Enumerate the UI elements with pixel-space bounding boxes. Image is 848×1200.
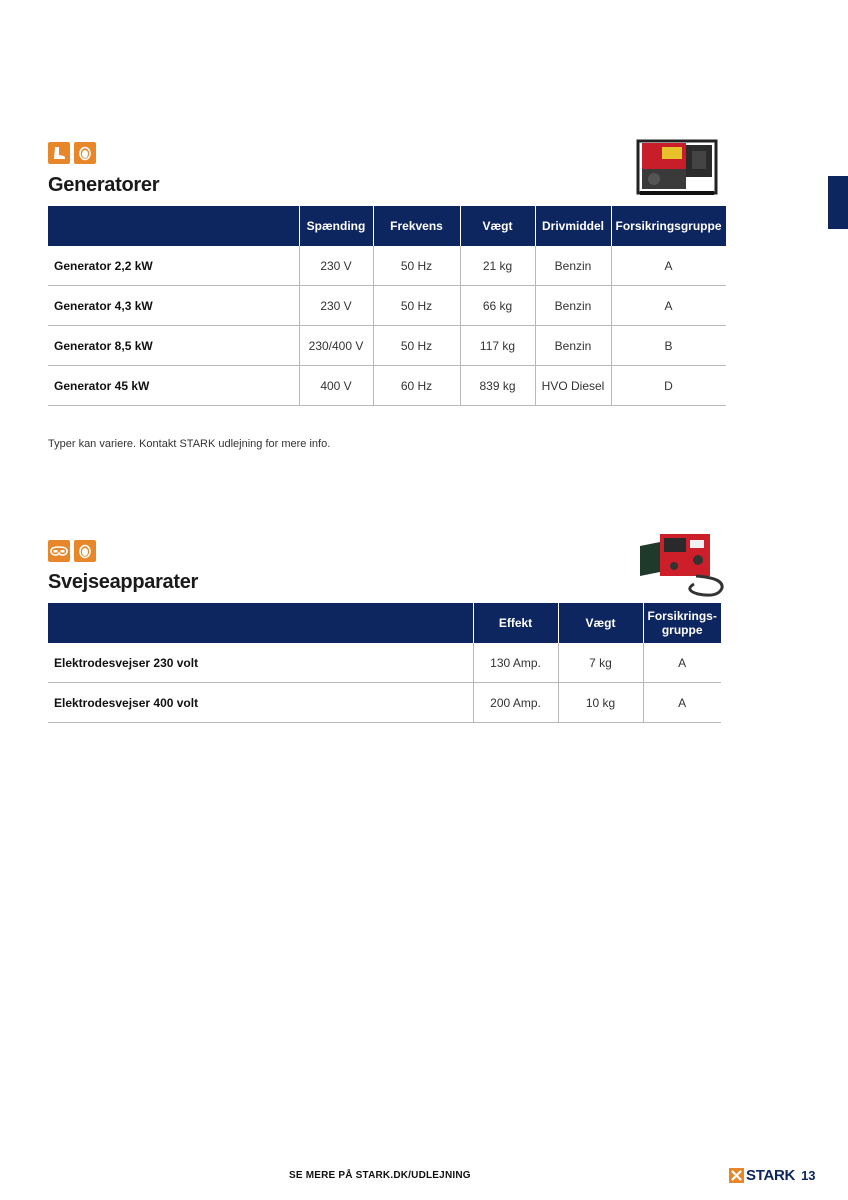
generators-note: Typer kan variere. Kontakt STARK udlejning for mere info. [48,438,331,450]
table-row [48,286,726,326]
welder-product-image [636,528,726,605]
insurance-group-cell: A [611,246,726,286]
weight-cell: 117 kg [460,326,535,366]
brand-name: STARK [746,1167,796,1184]
table-row [48,246,726,286]
table-row [48,326,726,366]
generator-ppe-icons [48,142,96,164]
weight-cell: 66 kg [460,286,535,326]
header-weight: Vægt [558,603,643,643]
header-voltage: Spænding [299,206,373,246]
footer-website-link[interactable]: SE MERE PÅ STARK.DK/UDLEJNING [289,1170,471,1181]
weight-cell: 10 kg [558,683,643,723]
power-cell: 200 Amp. [473,683,558,723]
product-name: Generator 8,5 kW [48,326,299,366]
header-power: Effekt [473,603,558,643]
fuel-cell: Benzin [535,246,611,286]
ear-protection-icon [74,142,96,164]
safety-boot-icon [48,142,70,164]
insurance-group-cell: A [643,683,721,723]
frequency-cell: 50 Hz [373,286,460,326]
welders-table [48,603,721,723]
table-row [48,683,721,723]
header-product [48,206,299,246]
fuel-cell: Benzin [535,286,611,326]
generators-header-row [48,206,726,246]
ear-protection-icon [74,540,96,562]
welders-header-row [48,603,721,643]
voltage-cell: 230 V [299,286,373,326]
voltage-cell: 230/400 V [299,326,373,366]
product-name: Elektrodesvejser 400 volt [48,683,473,723]
generators-table [48,206,726,406]
safety-goggles-icon [48,540,70,562]
welder-ppe-icons [48,540,96,562]
frequency-cell: 50 Hz [373,326,460,366]
product-name: Elektrodesvejser 230 volt [48,643,473,683]
weight-cell: 839 kg [460,366,535,406]
table-row [48,643,721,683]
generator-product-image [634,133,720,206]
page-number: 13 [801,1168,816,1183]
frequency-cell: 50 Hz [373,246,460,286]
power-cell: 130 Amp. [473,643,558,683]
fuel-cell: HVO Diesel [535,366,611,406]
stark-logo [729,1167,816,1184]
side-tab-marker [828,176,848,229]
stark-logo-icon [729,1168,744,1183]
table-row [48,366,726,406]
header-product [48,603,473,643]
voltage-cell: 230 V [299,246,373,286]
header-insurance-group [643,603,721,643]
product-name: Generator 2,2 kW [48,246,299,286]
header-weight: Vægt [460,206,535,246]
header-fuel: Drivmiddel [535,206,611,246]
header-insurance-line-1: Forsikrings- [647,609,717,623]
voltage-cell: 400 V [299,366,373,406]
header-insurance-line-2: gruppe [661,623,703,637]
insurance-group-cell: B [611,326,726,366]
product-name: Generator 4,3 kW [48,286,299,326]
fuel-cell: Benzin [535,326,611,366]
insurance-group-cell: D [611,366,726,406]
welders-title: Svejseapparater [48,571,199,593]
header-insurance-group: Forsikringsgruppe [611,206,726,246]
insurance-group-cell: A [611,286,726,326]
weight-cell: 7 kg [558,643,643,683]
header-frequency: Frekvens [373,206,460,246]
product-name: Generator 45 kW [48,366,299,406]
insurance-group-cell: A [643,643,721,683]
generators-title: Generatorer [48,174,160,196]
frequency-cell: 60 Hz [373,366,460,406]
weight-cell: 21 kg [460,246,535,286]
